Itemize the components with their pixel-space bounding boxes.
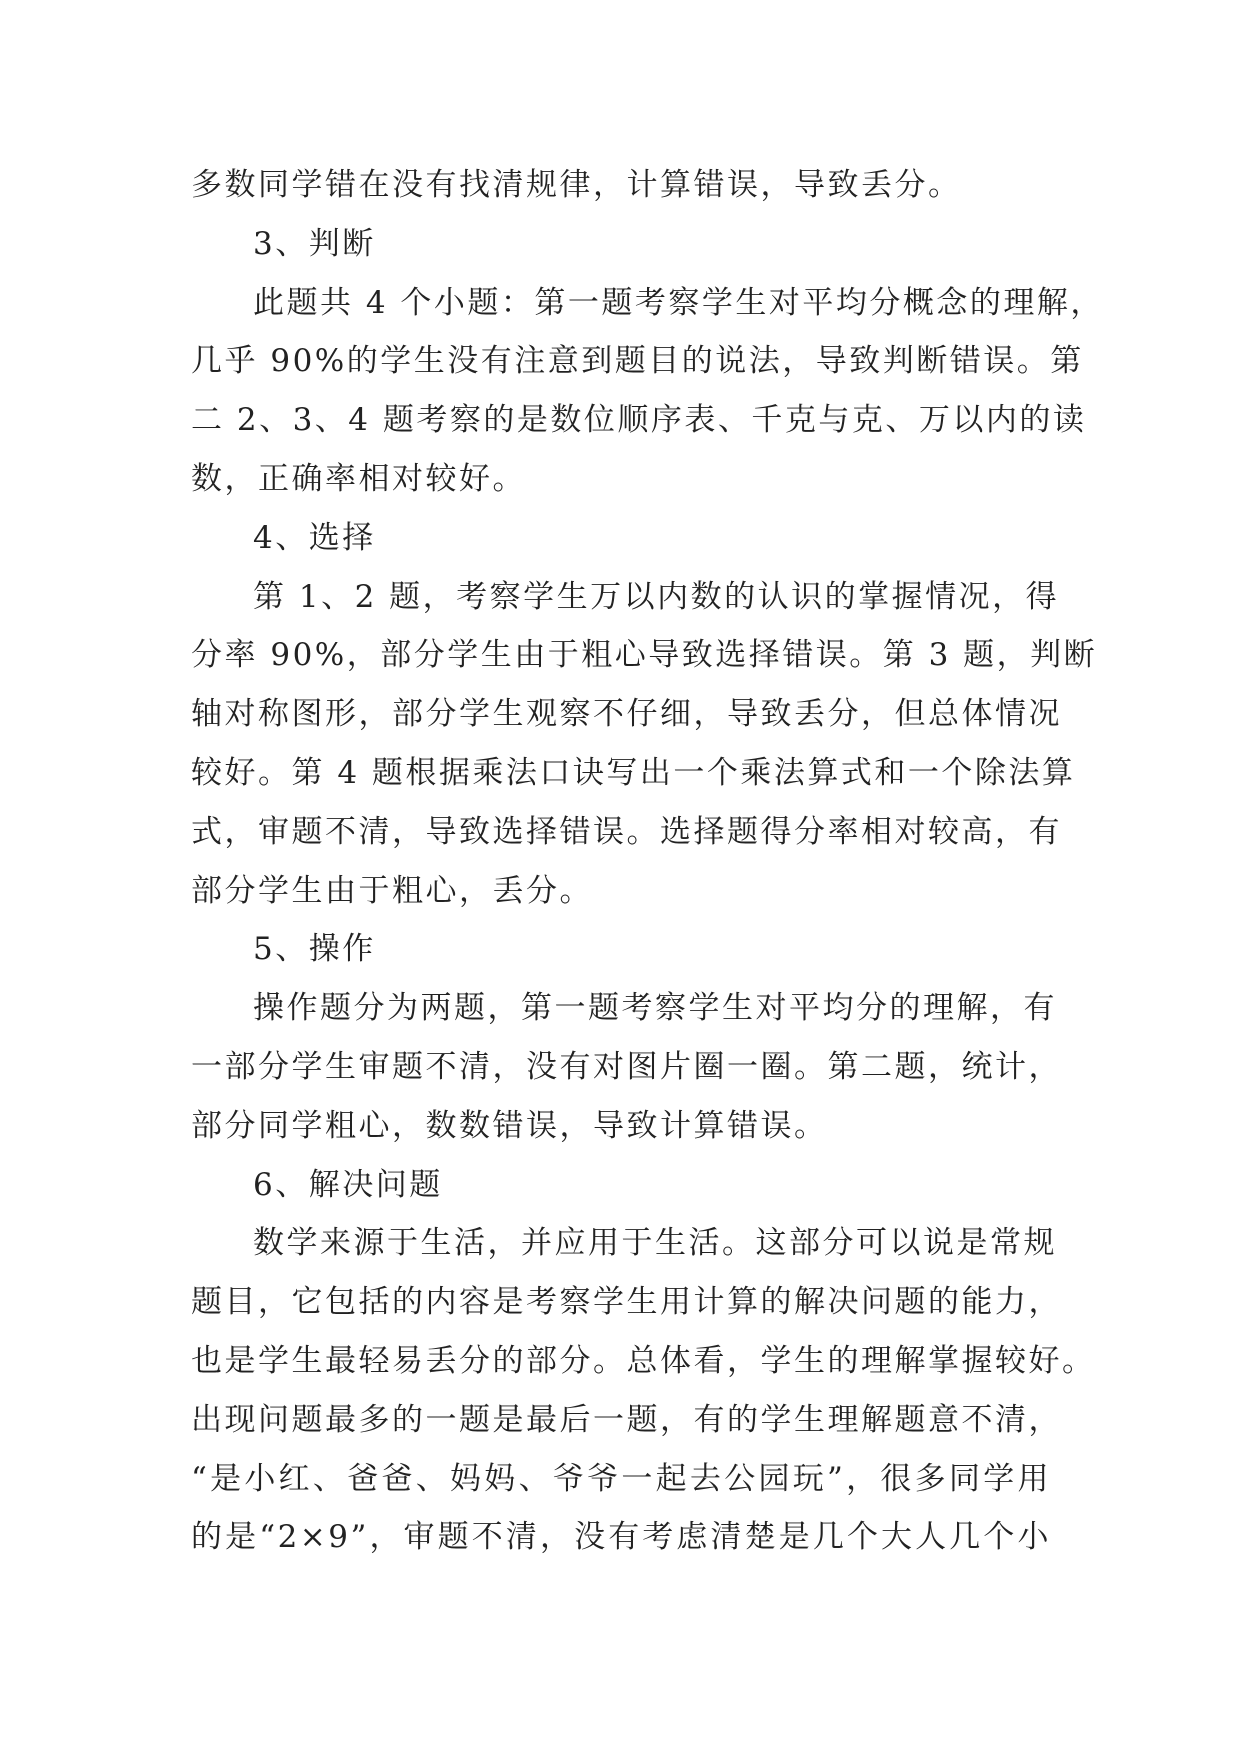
paragraph-line: 数，正确率相对较好。 <box>191 460 526 497</box>
paragraph-line: 题目，它包括的内容是考察学生用计算的解决问题的能力， <box>191 1284 1062 1321</box>
paragraph-line: 较好。第 4 题根据乘法口诀写出一个乘法算式和一个除法算 <box>191 754 1076 791</box>
paragraph-line: 部分学生由于粗心，丢分。 <box>191 872 593 909</box>
paragraph-line: 此题共 4 个小题：第一题考察学生对平均分概念的理解， <box>253 284 1104 321</box>
paragraph-line: 也是学生最轻易丢分的部分。总体看，学生的理解掌握较好。 <box>191 1342 1096 1379</box>
paragraph-line: 几乎 90%的学生没有注意到题目的说法，导致判断错误。第 <box>191 343 1084 380</box>
paragraph-line: 第 1、2 题，考察学生万以内数的认识的掌握情况，得 <box>253 578 1060 615</box>
paragraph-line: 操作题分为两题，第一题考察学生对平均分的理解，有 <box>253 990 1057 1027</box>
paragraph-line: 一部分学生审题不清，没有对图片圈一圈。第二题，统计， <box>191 1048 1062 1085</box>
paragraph-line: 出现问题最多的一题是最后一题，有的学生理解题意不清， <box>191 1401 1062 1438</box>
paragraph-line: 分率 90%，部分学生由于粗心导致选择错误。第 3 题，判断 <box>191 637 1098 674</box>
section-heading-judgment: 3、判断 <box>253 225 376 262</box>
paragraph-line: 二 2、3、4 题考察的是数位顺序表、千克与克、万以内的读 <box>191 402 1087 439</box>
section-heading-choice: 4、选择 <box>253 519 376 556</box>
paragraph-line: “是小红、爸爸、妈妈、爷爷一起去公园玩”，很多同学用 <box>191 1460 1051 1497</box>
paragraph-line: 的是“2×9”，审题不清，没有考虑清楚是几个大人几个小 <box>191 1519 1051 1556</box>
paragraph-line: 轴对称图形，部分学生观察不仔细，导致丢分，但总体情况 <box>191 696 1062 733</box>
paragraph-line: 式，审题不清，导致选择错误。选择题得分率相对较高，有 <box>191 813 1062 850</box>
section-heading-operation: 5、操作 <box>253 931 376 968</box>
paragraph-line: 多数同学错在没有找清规律，计算错误，导致丢分。 <box>191 167 962 203</box>
section-heading-problem-solving: 6、解决问题 <box>253 1166 443 1203</box>
body-text <box>191 156 1104 1567</box>
paragraph-line: 数学来源于生活，并应用于生活。这部分可以说是常规 <box>253 1225 1057 1262</box>
paragraph-line: 部分同学粗心，数数错误，导致计算错误。 <box>191 1107 828 1144</box>
